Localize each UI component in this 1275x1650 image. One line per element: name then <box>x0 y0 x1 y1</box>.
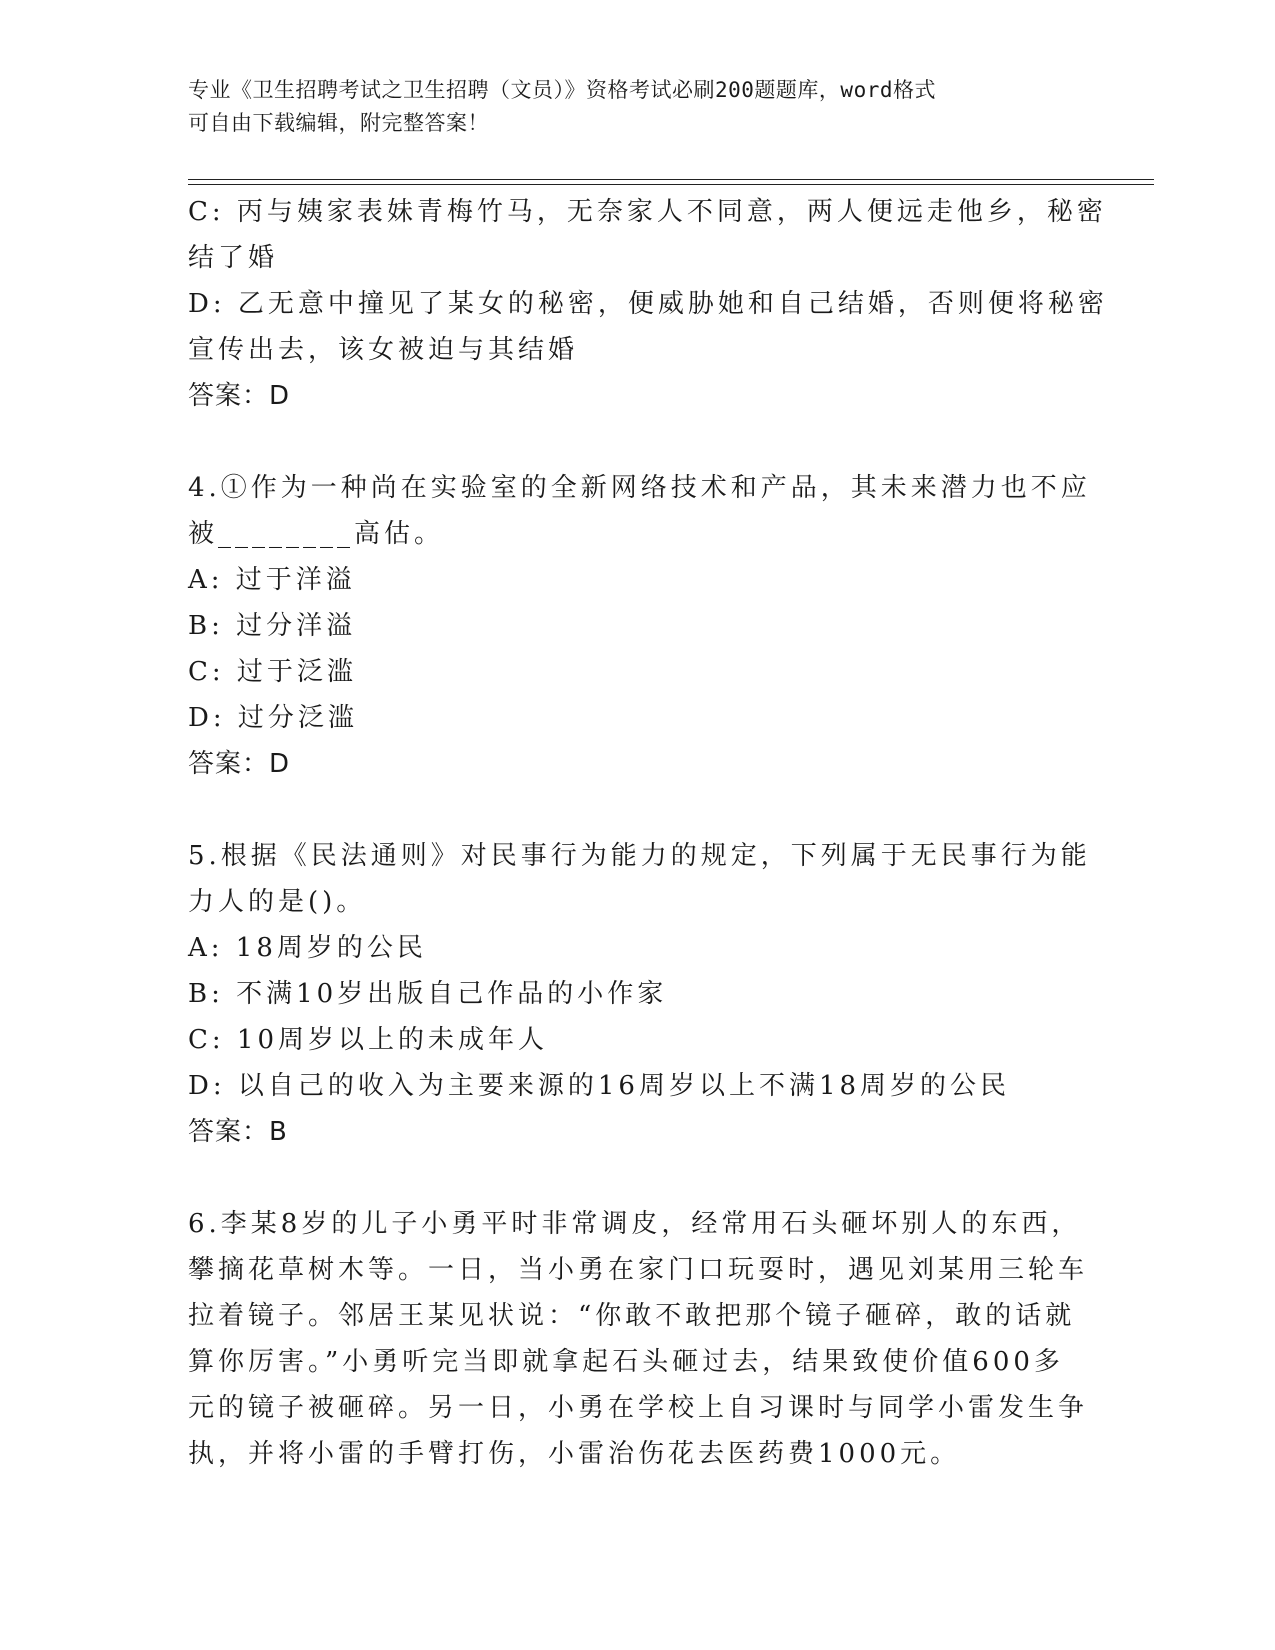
question-stem-line: 执，并将小雷的手臂打伤，小雷治伤花去医药费1000元。 <box>188 1439 961 1469</box>
header-line-1: 专业《卫生招聘考试之卫生招聘（文员）》资格考试必刷200题题库，word格式 <box>188 78 936 102</box>
option-d-line-1: D: 乙无意中撞见了某女的秘密，便威胁她和自己结婚，否则便将秘密 <box>188 289 1108 319</box>
option-c: C: 10周岁以上的未成年人 <box>188 1025 549 1055</box>
document-header <box>188 74 1068 140</box>
question-stem-line-1: 4.①作为一种尚在实验室的全新网络技术和产品，其未来潜力也不应 <box>188 473 1091 503</box>
question-stem-line-1: 5.根据《民法通则》对民事行为能力的规定，下列属于无民事行为能 <box>188 841 1091 871</box>
question-stem-line: 拉着镜子。邻居王某见状说：“你敢不敢把那个镜子砸碎，敢的话就 <box>188 1301 1076 1331</box>
question-stem-line: 元的镜子被砸碎。另一日，小勇在学校上自习课时与同学小雷发生争 <box>188 1393 1089 1423</box>
header-line-2: 可自由下载编辑，附完整答案！ <box>188 111 489 135</box>
option-d-line-2: 宣传出去，该女被迫与其结婚 <box>188 335 579 365</box>
question-6 <box>188 1201 1089 1477</box>
answer: 答案：D <box>188 381 291 411</box>
header-divider-bottom <box>188 184 1154 185</box>
option-a: A: 过于洋溢 <box>188 565 356 595</box>
document-body <box>188 189 1108 1477</box>
question-stem-line: 算你厉害。”小勇听完当即就拿起石头砸过去，结果致使价值600多 <box>188 1347 1064 1377</box>
answer: 答案：B <box>188 1117 288 1147</box>
question-3-tail <box>188 189 1108 419</box>
option-c: C: 过于泛滥 <box>188 657 357 687</box>
spacer <box>188 1155 1068 1201</box>
option-a: A: 18周岁的公民 <box>188 933 427 963</box>
question-4 <box>188 465 1091 787</box>
option-b: B: 过分洋溢 <box>188 611 357 641</box>
question-stem-line-2: 被________高估。 <box>188 519 445 549</box>
question-stem-line: 6.李某8岁的儿子小勇平时非常调皮，经常用石头砸坏别人的东西， <box>188 1209 1082 1239</box>
spacer <box>188 787 1068 833</box>
header-divider-top <box>188 179 1154 180</box>
option-c-line-1: C: 丙与姨家表妹青梅竹马，无奈家人不同意，两人便远走他乡，秘密 <box>188 197 1107 227</box>
option-c-line-2: 结了婚 <box>188 243 279 273</box>
spacer <box>188 419 1068 465</box>
option-d: D: 过分泛滥 <box>188 703 358 733</box>
question-stem-line: 攀摘花草树木等。一日，当小勇在家门口玩耍时，遇见刘某用三轮车 <box>188 1255 1089 1285</box>
option-b: B: 不满10岁出版自己作品的小作家 <box>188 979 668 1009</box>
question-5 <box>188 833 1091 1155</box>
answer: 答案：D <box>188 749 291 779</box>
option-d: D: 以自己的收入为主要来源的16周岁以上不满18周岁的公民 <box>188 1071 1011 1101</box>
question-stem-line-2: 力人的是()。 <box>188 887 367 917</box>
